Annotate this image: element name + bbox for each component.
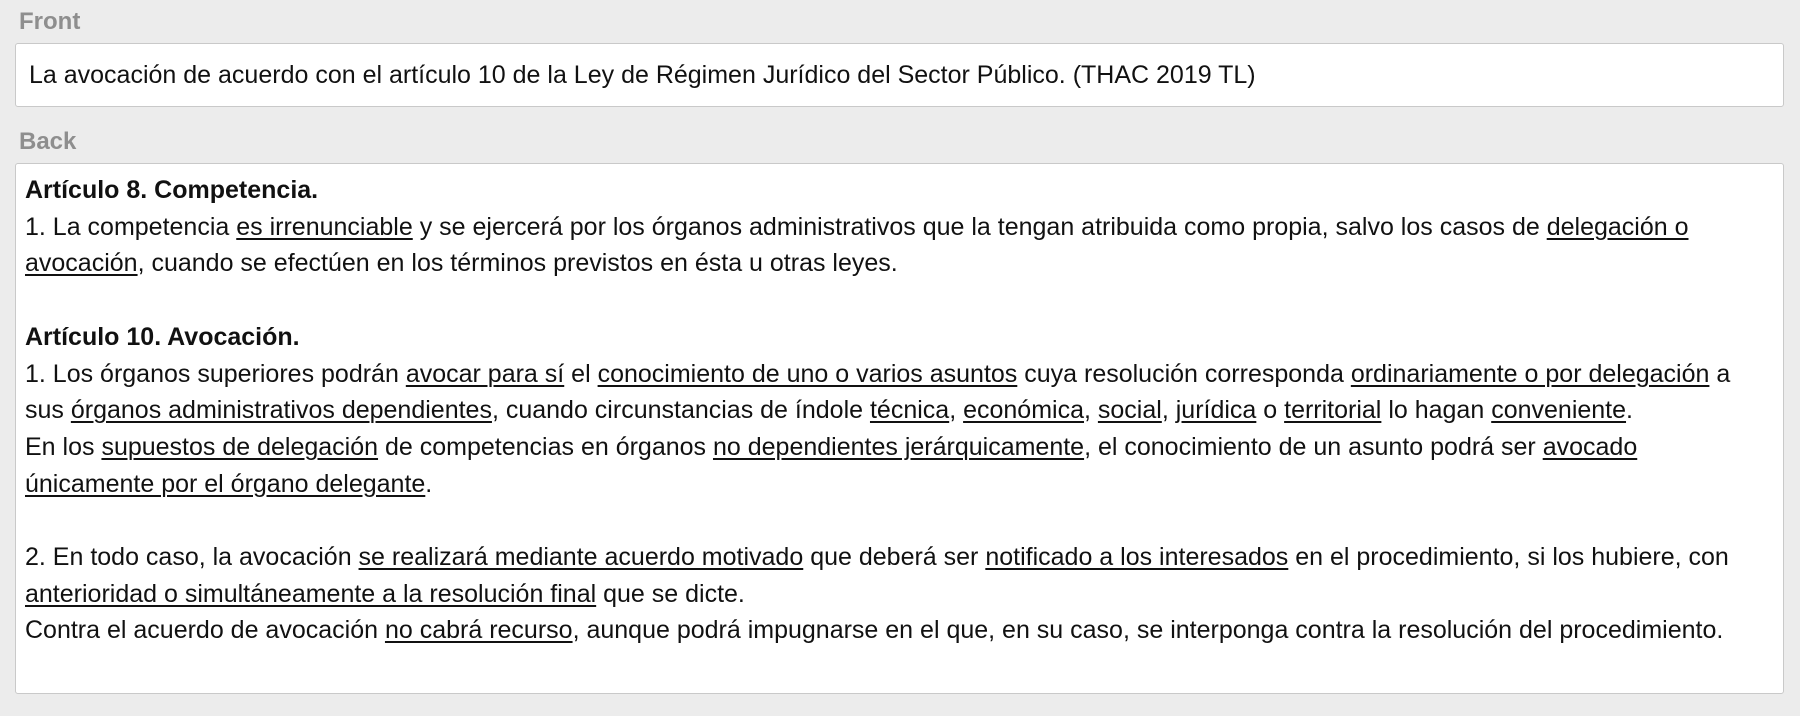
back-field-editor[interactable]	[15, 163, 1784, 694]
underlined-text: se realizará mediante acuerdo motivado	[358, 543, 804, 571]
text-run: Contra el acuerdo de avocación	[25, 616, 385, 645]
underlined-text: supuestos de delegación	[101, 432, 379, 461]
text-run: que deberá ser	[803, 543, 986, 571]
underlined-text: no dependientes jerárquicamente	[712, 432, 1085, 461]
text-run: , cuando se efectúen en los términos previstos en ésta u otras leyes.	[137, 249, 898, 278]
text-run: 1. Los órganos superiores podrán	[25, 359, 406, 388]
text-run: .	[425, 469, 433, 498]
text-run: En los	[25, 432, 102, 461]
text-run: cuya resolución corresponda	[1017, 359, 1351, 388]
underlined-text: órganos administrativos dependientes	[70, 396, 492, 425]
front-text: La avocación de acuerdo con el artículo 10 de la Ley de Régimen Jurídico del Sector Público. (THAC 2019 TL)	[29, 61, 1256, 89]
text-run: ,	[1161, 396, 1176, 425]
front-field-label: Front	[19, 8, 81, 35]
underlined-text: avocar para sí	[405, 359, 565, 388]
text-run: .	[1626, 396, 1633, 425]
article-10-paragraph-4	[25, 612, 1773, 649]
article-10-paragraph-3	[25, 539, 1773, 612]
article-10-paragraph-2	[25, 429, 1773, 502]
text-run: 2. En todo caso, la avocación	[25, 543, 359, 571]
text-run: que se dicte.	[596, 579, 745, 608]
blank-line	[25, 282, 1773, 319]
text-run: en el procedimiento, si los hubiere, con	[1288, 543, 1729, 571]
text-run: lo hagan	[1381, 396, 1492, 425]
underlined-text: técnica	[869, 396, 950, 425]
underlined-text: conveniente	[1491, 396, 1627, 425]
text-run: de competencias en órganos	[378, 432, 713, 461]
text-run: a sus	[25, 359, 1731, 425]
text-run: , el conocimiento de un asunto podrá ser	[1084, 432, 1543, 461]
underlined-text: notificado a los interesados	[985, 543, 1289, 571]
text-run: ,	[1084, 396, 1098, 425]
underlined-text: es irrenunciable	[236, 212, 413, 241]
blank-line	[25, 502, 1773, 539]
underlined-text: delegación o avocación	[25, 212, 1689, 278]
text-run: ,	[949, 396, 964, 425]
front-field-editor[interactable]	[15, 43, 1784, 107]
article-8-paragraph-1	[25, 209, 1773, 282]
text-run: el	[564, 359, 598, 388]
back-field-label: Back	[19, 128, 77, 155]
underlined-text: no cabrá recurso	[384, 616, 573, 645]
underlined-text: ordinariamente o por delegación	[1350, 359, 1710, 388]
underlined-text: económica	[963, 396, 1084, 425]
underlined-text: jurídica	[1175, 396, 1257, 425]
underlined-text: avocado únicamente por el órgano delegante	[25, 432, 1638, 498]
underlined-text: anterioridad o simultáneamente a la resolución final	[25, 579, 597, 608]
underlined-text: social	[1097, 396, 1162, 425]
text-run: y se ejercerá por los órganos administrativos que la tengan atribuida como propia, salvo los casos de	[412, 212, 1547, 241]
underlined-text: territorial	[1284, 396, 1382, 425]
article-8-heading: Artículo 8. Competencia.	[25, 176, 319, 204]
article-10-paragraph-1	[25, 356, 1773, 429]
text-run: o	[1256, 396, 1285, 425]
text-run: , aunque podrá impugnarse en el que, en su caso, se interponga contra la resolución del procedimiento.	[572, 616, 1724, 645]
text-run: 1. La competencia	[25, 212, 237, 241]
text-run: , cuando circunstancias de índole	[491, 396, 870, 425]
underlined-text: conocimiento de uno o varios asuntos	[597, 359, 1018, 388]
article-10-heading: Artículo 10. Avocación.	[25, 322, 300, 351]
